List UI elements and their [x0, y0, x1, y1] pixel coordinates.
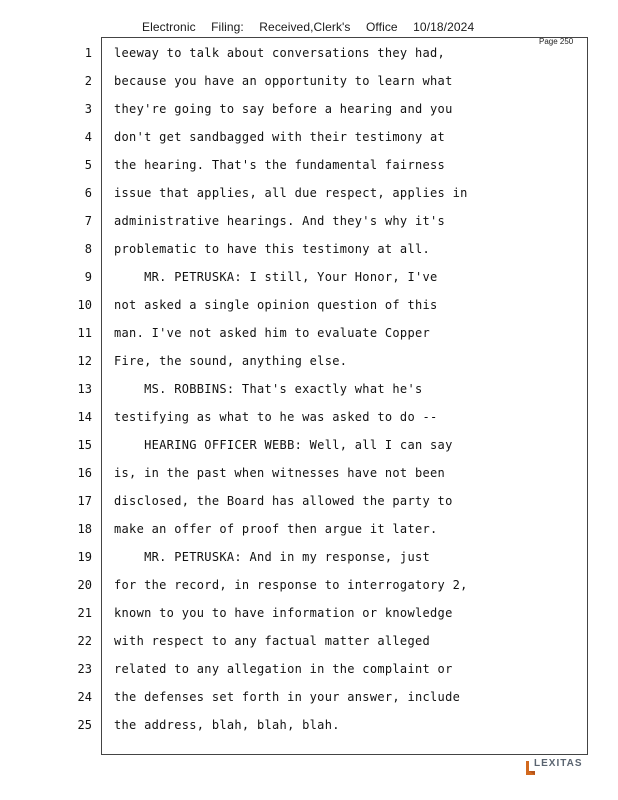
- header-part-electronic: Electronic: [142, 20, 196, 34]
- line-number: 9: [84, 270, 92, 284]
- line-number: 4: [84, 130, 92, 144]
- transcript-line-text: not asked a single opinion question of this: [114, 298, 438, 312]
- transcript-line-text: issue that applies, all due respect, applies in: [114, 186, 468, 200]
- transcript-line-text: disclosed, the Board has allowed the party to: [114, 494, 453, 508]
- line-number: 17: [77, 494, 92, 508]
- transcript-line-text: with respect to any factual matter alleged: [114, 634, 431, 648]
- line-number: 25: [77, 718, 92, 732]
- transcript-line-text: don't get sandbagged with their testimony at: [114, 130, 446, 144]
- header-part-office: Office: [365, 20, 398, 34]
- transcript-line-text: MR. PETRUSKA: I still, Your Honor, I've: [114, 270, 438, 284]
- line-number: 2: [84, 74, 92, 88]
- transcript-line-text: man. I've not asked him to evaluate Copper: [114, 326, 431, 340]
- line-number: 13: [77, 382, 92, 396]
- transcript-line-text: is, in the past when witnesses have not been: [114, 466, 446, 480]
- line-number: 19: [77, 550, 92, 564]
- page-number: Page 250: [539, 37, 574, 46]
- line-number: 5: [84, 158, 92, 172]
- filing-stamp-header: [142, 20, 474, 34]
- transcript-line-text: for the record, in response to interrogatory 2,: [114, 578, 468, 592]
- transcript-line-text: make an offer of proof then argue it later.: [114, 522, 438, 536]
- line-number: 12: [77, 354, 92, 368]
- transcript-line-text: HEARING OFFICER WEBB: Well, all I can say: [114, 438, 453, 452]
- line-number: 14: [77, 410, 92, 424]
- line-number: 7: [84, 214, 92, 228]
- transcript-line-text: known to you to have information or knowledge: [114, 606, 453, 620]
- transcript-line-text: the defenses set forth in your answer, include: [114, 690, 461, 704]
- header-part-received: Received,Clerk's: [259, 20, 351, 34]
- line-number: 6: [84, 186, 92, 200]
- line-number: 23: [77, 662, 92, 676]
- transcript-line-text: the address, blah, blah, blah.: [114, 718, 340, 732]
- header-part-date: 10/18/2024: [413, 20, 475, 34]
- line-number: 8: [84, 242, 92, 256]
- line-number: 11: [77, 326, 92, 340]
- transcript-line-text: Fire, the sound, anything else.: [114, 354, 348, 368]
- transcript-line-text: leeway to talk about conversations they had,: [114, 46, 446, 60]
- line-number: 16: [77, 466, 92, 480]
- lexitas-logo: [524, 758, 594, 778]
- transcript-line-text: they're going to say before a hearing and you: [114, 102, 453, 116]
- line-number: 3: [84, 102, 92, 116]
- line-number: 18: [77, 522, 92, 536]
- transcript-line-text: the hearing. That's the fundamental fairness: [114, 158, 446, 172]
- transcript-line-text: because you have an opportunity to learn what: [114, 74, 453, 88]
- transcript-line-text: problematic to have this testimony at all.: [114, 242, 431, 256]
- transcript-line-text: testifying as what to he was asked to do --: [114, 410, 438, 424]
- line-number: 1: [84, 46, 92, 60]
- lexitas-logo-text: LEXITAS: [534, 758, 583, 769]
- transcript-line-text: related to any allegation in the complaint or: [114, 662, 453, 676]
- line-number: 21: [77, 606, 92, 620]
- transcript-line-text: administrative hearings. And they's why it's: [114, 214, 446, 228]
- line-number: 10: [77, 298, 92, 312]
- line-number: 20: [77, 578, 92, 592]
- line-number: 24: [77, 690, 92, 704]
- line-number: 15: [77, 438, 92, 452]
- line-number: 22: [77, 634, 92, 648]
- transcript-line-text: MS. ROBBINS: That's exactly what he's: [114, 382, 423, 396]
- header-part-filing: Filing:: [211, 20, 244, 34]
- transcript-line-text: MR. PETRUSKA: And in my response, just: [114, 550, 431, 564]
